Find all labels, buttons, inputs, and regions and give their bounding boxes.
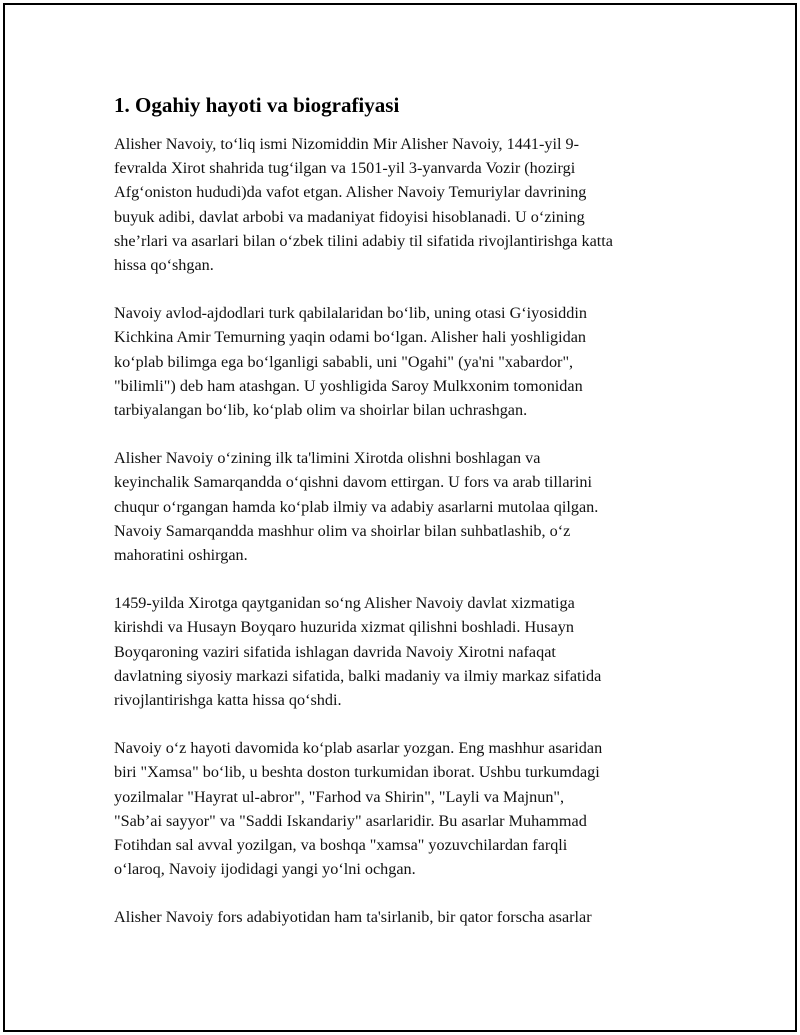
document-body: [114, 91, 694, 954]
text-line: Kichkina Amir Temurning yaqin odami bo‘lgan. Alisher hali yoshligidan: [114, 328, 586, 347]
text-line: davlatning siyosiy markazi sifatida, balki madaniy va ilmiy markaz sifatida: [114, 666, 602, 685]
text-line: keyinchalik Samarqandda o‘qishni davom ettirgan. U fors va arab tillarini: [114, 473, 592, 492]
paragraph-3: [114, 446, 694, 567]
text-line: hissa qo‘shgan.: [114, 256, 214, 275]
text-line: Fotihdan sal avval yozilgan, va boshqa "xamsa" yozuvchilardan farqli: [114, 836, 568, 855]
text-line: tarbiyalangan bo‘lib, ko‘plab olim va shoirlar bilan uchrashgan.: [114, 401, 528, 420]
text-line: kirishdi va Husayn Boyqaro huzurida xizmat qilishni boshladi. Husayn: [114, 618, 574, 637]
text-line: 1459-yilda Xirotga qaytganidan so‘ng Alisher Navoiy davlat xizmatiga: [114, 594, 575, 613]
text-line: Navoiy Samarqandda mashhur olim va shoirlar bilan suhbatlashib, o‘z: [114, 521, 571, 540]
text-line: "Sab’ai sayyor" va "Saddi Iskandariy" asarlaridir. Bu asarlar Muhammad: [114, 811, 587, 830]
text-line: she’rlari va asarlari bilan o‘zbek tilini adabiy til sifatida rivojlantirishga katta: [114, 231, 613, 250]
text-line: yozilmalar "Hayrat ul-abror", "Farhod va Shirin", "Layli va Majnun",: [114, 787, 565, 806]
text-line: Navoiy avlod-ajdodlari turk qabilalaridan bo‘lib, uning otasi G‘iyosiddin: [114, 304, 587, 323]
text-line: "bilimli") deb ham atashgan. U yoshligida Saroy Mulkxonim tomonidan: [114, 376, 583, 395]
text-line: mahoratini oshirgan.: [114, 546, 248, 565]
text-line: o‘laroq, Navoiy ijodidagi yangi yo‘lni ochgan.: [114, 860, 416, 879]
text-line: biri "Xamsa" bo‘lib, u beshta doston turkumidan iborat. Ushbu turkumdagi: [114, 763, 600, 782]
text-line: Afg‘oniston hududi)da vafot etgan. Alisher Navoiy Temuriylar davrining: [114, 183, 587, 202]
text-line: buyuk adibi, davlat arbobi va madaniyat fidoyisi hisoblanadi. U o‘zining: [114, 207, 585, 226]
section-heading: 1. Ogahiy hayoti va biografiyasi: [114, 93, 400, 117]
text-line: fevralda Xirot shahrida tug‘ilgan va 1501-yil 3-yanvarda Vozir (hozirgi: [114, 159, 576, 178]
text-line: Alisher Navoiy fors adabiyotidan ham ta'sirlanib, bir qator forscha asarlar: [114, 908, 592, 927]
text-line: Navoiy o‘z hayoti davomida ko‘plab asarlar yozgan. Eng mashhur asaridan: [114, 739, 603, 758]
text-line: Alisher Navoiy o‘zining ilk ta'limini Xirotda olishni boshlagan va: [114, 449, 541, 468]
paragraph-2: [114, 301, 694, 422]
paragraph-6: [114, 905, 694, 929]
text-line: ko‘plab bilimga ega bo‘lganligi sababli, uni "Ogahi" (ya'ni "xabardor",: [114, 352, 574, 371]
text-line: Alisher Navoiy, to‘liq ismi Nizomiddin Mir Alisher Navoiy, 1441-yil 9-: [114, 135, 580, 153]
text-line: chuqur o‘rgangan hamda ko‘plab ilmiy va adabiy asarlarni mutolaa qilgan.: [114, 497, 599, 516]
paragraph-1: [114, 132, 694, 277]
text-line: rivojlantirishga katta hissa qo‘shdi.: [114, 691, 342, 710]
paragraph-4: [114, 591, 694, 712]
paragraph-5: [114, 736, 694, 881]
text-line: Boyqaroning vaziri sifatida ishlagan davrida Navoiy Xirotni nafaqat: [114, 642, 556, 661]
